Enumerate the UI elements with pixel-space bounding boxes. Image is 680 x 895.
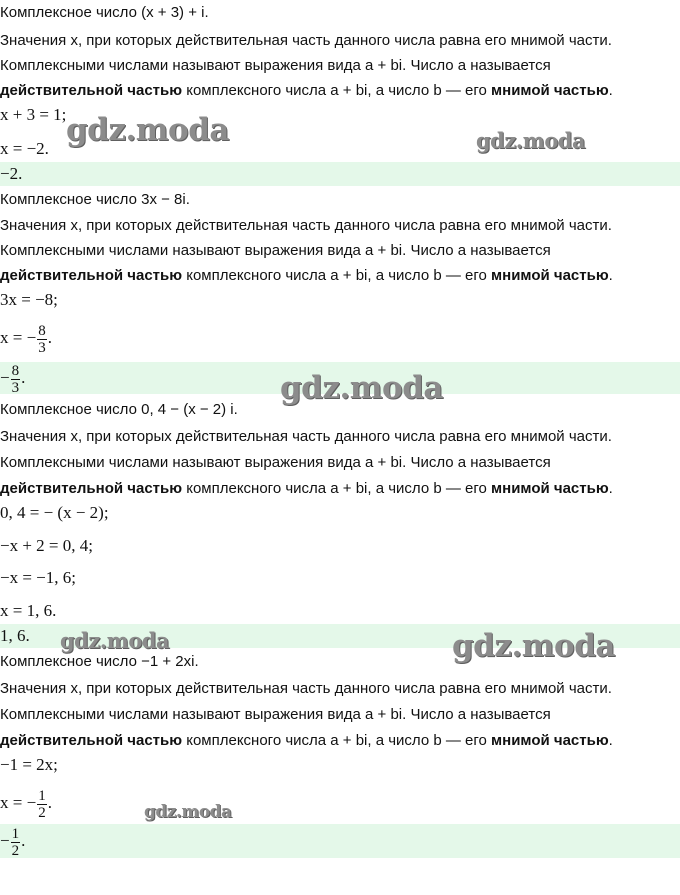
fraction-denominator: 2 bbox=[11, 842, 20, 859]
real-part-term: действительной частью bbox=[0, 732, 183, 749]
real-part-term: действительной частью bbox=[0, 267, 183, 284]
task-1-answer: −2. bbox=[0, 162, 680, 186]
watermark-logo: gdz.moda bbox=[60, 628, 170, 653]
task-3-step-3: −x = −1, 6; bbox=[0, 568, 76, 587]
definition-middle: комплексного числа a + bi, а число b — его bbox=[182, 267, 492, 284]
fraction-suffix: . bbox=[47, 793, 52, 812]
watermark-logo: gdz.moda bbox=[66, 112, 229, 148]
task-3-definition-line-1: Комплексными числами называют выражения вида a + bi. Число a называется bbox=[0, 454, 551, 471]
fraction-prefix: − bbox=[0, 831, 10, 850]
task-1-values-line: Значения x, при которых действительная часть данного числа равна его мнимой части. bbox=[0, 32, 612, 49]
task-3-title: Комплексное число 0, 4 − (x − 2) i. bbox=[0, 401, 238, 418]
fraction-numerator: 8 bbox=[38, 322, 46, 339]
real-part-term: действительной частью bbox=[0, 82, 183, 99]
fraction bbox=[37, 323, 47, 356]
definition-end: . bbox=[608, 732, 613, 749]
definition-end: . bbox=[608, 480, 613, 497]
task-4-definition-line-1: Комплексными числами называют выражения вида a + bi. Число a называется bbox=[0, 706, 551, 723]
task-4-values-line: Значения x, при которых действительная часть данного числа равна его мнимой части. bbox=[0, 680, 612, 697]
task-4-answer bbox=[0, 824, 680, 858]
fraction bbox=[11, 363, 21, 396]
task-4-title: Комплексное число −1 + 2xi. bbox=[0, 653, 199, 670]
fraction bbox=[37, 788, 47, 821]
task-2-step-1: 3x = −8; bbox=[0, 290, 58, 309]
fraction-suffix: . bbox=[21, 368, 26, 387]
fraction-prefix: x = − bbox=[0, 793, 37, 812]
fraction-prefix: x = − bbox=[0, 328, 37, 347]
task-2-values-line: Значения x, при которых действительная часть данного числа равна его мнимой части. bbox=[0, 217, 612, 234]
task-1-step-1: x + 3 = 1; bbox=[0, 105, 67, 124]
fraction-numerator: 1 bbox=[11, 825, 20, 842]
fraction-suffix: . bbox=[47, 328, 52, 347]
task-4-definition-line-2 bbox=[0, 731, 680, 751]
definition-end: . bbox=[608, 82, 613, 99]
imaginary-part-term: мнимой частью bbox=[491, 732, 609, 749]
task-3-definition-line-2 bbox=[0, 479, 680, 499]
task-1-definition-line-1: Комплексными числами называют выражения вида a + bi. Число a называется bbox=[0, 57, 551, 74]
task-2-step-2 bbox=[0, 318, 680, 358]
task-2-definition-line-1: Комплексными числами называют выражения вида a + bi. Число a называется bbox=[0, 242, 551, 259]
imaginary-part-term: мнимой частью bbox=[491, 267, 609, 284]
task-1-step-2: x = −2. bbox=[0, 139, 49, 158]
task-4-step-2 bbox=[0, 783, 680, 823]
imaginary-part-term: мнимой частью bbox=[491, 480, 609, 497]
fraction-denominator: 2 bbox=[38, 804, 46, 821]
task-2-definition-line-2 bbox=[0, 266, 680, 286]
imaginary-part-term: мнимой частью bbox=[491, 82, 609, 99]
watermark-logo: gdz.moda bbox=[452, 628, 615, 664]
task-3-values-line: Значения x, при которых действительная часть данного числа равна его мнимой части. bbox=[0, 428, 612, 445]
task-4-step-1: −1 = 2x; bbox=[0, 755, 58, 774]
fraction-suffix: . bbox=[21, 831, 26, 850]
watermark-logo: gdz.moda bbox=[476, 128, 586, 153]
task-3-step-4: x = 1, 6. bbox=[0, 601, 57, 620]
watermark-logo: gdz.moda bbox=[280, 370, 443, 406]
fraction-denominator: 3 bbox=[11, 379, 20, 396]
definition-middle: комплексного числа a + bi, а число b — его bbox=[182, 480, 492, 497]
watermark-logo: gdz.moda bbox=[144, 802, 232, 822]
task-2-title: Комплексное число 3x − 8i. bbox=[0, 191, 190, 208]
task-1-definition-line-2 bbox=[0, 81, 680, 101]
fraction-numerator: 8 bbox=[11, 362, 20, 379]
definition-middle: комплексного числа a + bi, а число b — его bbox=[182, 82, 492, 99]
task-3-step-2: −x + 2 = 0, 4; bbox=[0, 536, 93, 555]
task-1-title: Комплексное число (x + 3) + i. bbox=[0, 4, 209, 21]
fraction bbox=[11, 826, 21, 859]
task-3-step-1: 0, 4 = − (x − 2); bbox=[0, 503, 109, 522]
fraction-prefix: − bbox=[0, 368, 10, 387]
definition-end: . bbox=[608, 267, 613, 284]
task-3-answer: 1, 6. bbox=[0, 624, 680, 648]
real-part-term: действительной частью bbox=[0, 480, 183, 497]
fraction-numerator: 1 bbox=[38, 787, 46, 804]
fraction-denominator: 3 bbox=[38, 339, 46, 356]
definition-middle: комплексного числа a + bi, а число b — его bbox=[182, 732, 492, 749]
